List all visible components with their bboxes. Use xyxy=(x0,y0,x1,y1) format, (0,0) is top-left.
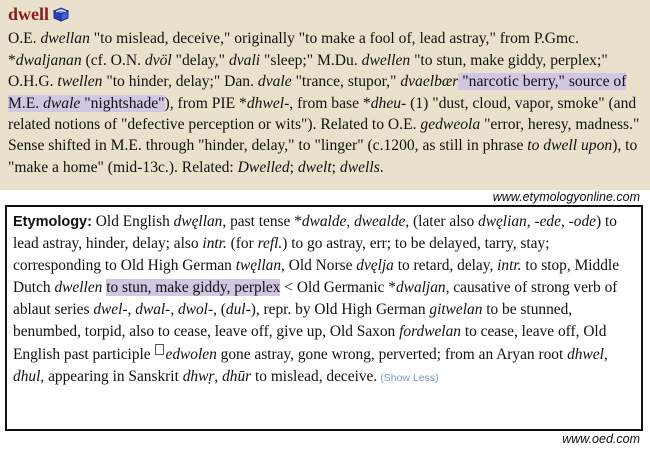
ety-term: dwęllan xyxy=(173,213,223,230)
ety-text: (for xyxy=(226,235,258,253)
ety-term: dwealde xyxy=(354,213,406,230)
ety-text: < Old Germanic * xyxy=(280,279,396,297)
ety-term: fordwelan xyxy=(399,323,461,341)
def-term: dvale xyxy=(257,73,292,91)
ety-term: dwęlian xyxy=(478,213,527,230)
ety-term: dhwṛ xyxy=(182,367,215,385)
ety-text: , appearing in Sanskrit xyxy=(40,367,183,385)
ety-text: gone astray, gone wrong, perverted; from an Aryan root xyxy=(216,345,568,363)
def-term: gedweola xyxy=(420,116,481,134)
ety-term: -ode xyxy=(568,213,597,230)
def-term: to dwell upon xyxy=(527,137,613,155)
ety-term: dwol- xyxy=(178,301,214,319)
book-icon[interactable] xyxy=(53,7,69,28)
ety-text: Old English xyxy=(91,213,174,230)
ety-term: dvęlja xyxy=(356,257,394,275)
def-term: Dwelled xyxy=(237,158,290,176)
def-term: dvali xyxy=(228,51,261,69)
ety-text: , xyxy=(170,301,179,319)
oed-source: www.oed.com xyxy=(562,432,640,446)
ety-text: , xyxy=(214,367,223,385)
oed-entry xyxy=(5,205,643,431)
ety-term: edwolen xyxy=(165,345,217,363)
ety-text: ) to go astray, err; to be delayed, tarry, stay; corresponding to Old High German xyxy=(13,235,550,275)
ety-term: dwalde xyxy=(301,213,347,230)
ety-text: , causative of strong verb of ablaut series xyxy=(13,279,618,319)
def-text: , from base * xyxy=(289,94,371,112)
ety-text: , xyxy=(603,345,608,363)
def-term: dwells xyxy=(339,158,380,176)
missing-glyph-icon xyxy=(155,344,164,355)
oed-etymology xyxy=(13,211,635,389)
ety-term: twęllan xyxy=(235,257,282,275)
def-text: O.E. xyxy=(8,30,41,48)
ety-text: , (later also xyxy=(405,213,479,230)
def-text: "to stun, make giddy, perplex;" O.H.G. xyxy=(8,51,608,91)
def-term: dheu- xyxy=(370,94,407,112)
ety-term: intr. xyxy=(202,235,227,253)
ety-text: , xyxy=(560,213,569,230)
def-text: "to mislead, deceive," originally "to make a fool of, lead astray," from P.Gmc. * xyxy=(8,30,579,69)
ety-term: refl. xyxy=(257,235,283,253)
def-text: "to hinder, delay;" Dan. xyxy=(102,73,258,91)
ety-text: , xyxy=(526,213,535,230)
ety-text: , xyxy=(346,213,355,230)
highlight-text: "narcotic berry," source of M.E. xyxy=(8,73,627,112)
def-term: twellen xyxy=(57,73,103,91)
ety-term: -ede xyxy=(534,213,561,230)
ety-term: dwaljan xyxy=(395,279,446,297)
etymology-label: Etymology: xyxy=(13,214,92,230)
def-term: dwellan xyxy=(40,30,90,48)
ety-term: dhūr xyxy=(222,367,252,385)
ety-term: dwellen xyxy=(54,279,103,297)
ety-text: to cease, leave off, Old English past participle xyxy=(13,323,607,363)
def-term: dhwel- xyxy=(246,94,290,112)
headword: dwell xyxy=(8,4,50,24)
ety-text: , xyxy=(127,301,136,319)
def-term: dvaelbær xyxy=(400,73,459,91)
def-text: "delay," xyxy=(171,51,229,69)
etymonline-entry xyxy=(0,0,650,190)
ety-text: to retard, delay, xyxy=(393,257,498,275)
def-text: (1) "dust, cloud, vapor, smoke" (and related notions of "defective perception or wits"). Related to O.E. xyxy=(8,94,637,134)
ety-term: dhul xyxy=(13,367,41,385)
def-term: dwelt xyxy=(297,158,332,176)
def-text: "sleep;" M.Du. xyxy=(260,51,362,69)
def-term: dwaljanan xyxy=(15,51,82,69)
ety-text: ) to lead astray, hinder, delay; also xyxy=(13,213,617,253)
def-text: ; xyxy=(289,158,298,176)
ety-term: dwal- xyxy=(135,301,171,319)
highlight-stun: to stun, make giddy, perplex xyxy=(106,279,281,297)
def-text: ), to "make a home" (mid-13c.). Related: xyxy=(8,137,638,176)
etymonline-definition xyxy=(8,4,644,178)
ety-term: dwel- xyxy=(93,301,128,319)
highlight-term: dwale xyxy=(43,94,81,112)
ety-term: dhwel xyxy=(567,345,604,363)
def-term: dvöl xyxy=(144,51,172,69)
def-text: (cf. O.N. xyxy=(81,51,145,69)
show-less-link[interactable]: (Show Less) xyxy=(380,371,439,384)
ety-text: ), repr. by Old High German xyxy=(250,301,430,319)
def-text: "error, heresy, madness." Sense shifted in M.E. through "hinder, delay," to "linger" (c.1200, as still in phrase xyxy=(8,116,640,155)
ety-term: gitwelan xyxy=(429,301,483,319)
ety-text: to mislead, deceive. xyxy=(251,367,378,385)
def-text: "trance, stupor," xyxy=(291,73,401,91)
ety-text: to stop, Middle Dutch xyxy=(13,257,620,297)
ety-text: , Old Norse xyxy=(281,257,357,275)
def-text: . xyxy=(379,158,384,176)
def-text: ; xyxy=(331,158,340,176)
ety-term: dul- xyxy=(225,301,251,319)
def-text: ), from PIE * xyxy=(164,94,247,112)
etymonline-source: www.etymologyonline.com xyxy=(492,190,640,204)
highlight-text: "nightshade" xyxy=(80,94,165,112)
ety-text: to be stunned, benumbed, torpid, also to cease, leave off, give up, Old Saxon xyxy=(13,301,573,341)
def-term: dwellen xyxy=(361,51,411,69)
ety-text: , ( xyxy=(213,301,226,319)
ety-term: intr. xyxy=(497,257,522,275)
ety-text: , past tense * xyxy=(222,213,302,230)
